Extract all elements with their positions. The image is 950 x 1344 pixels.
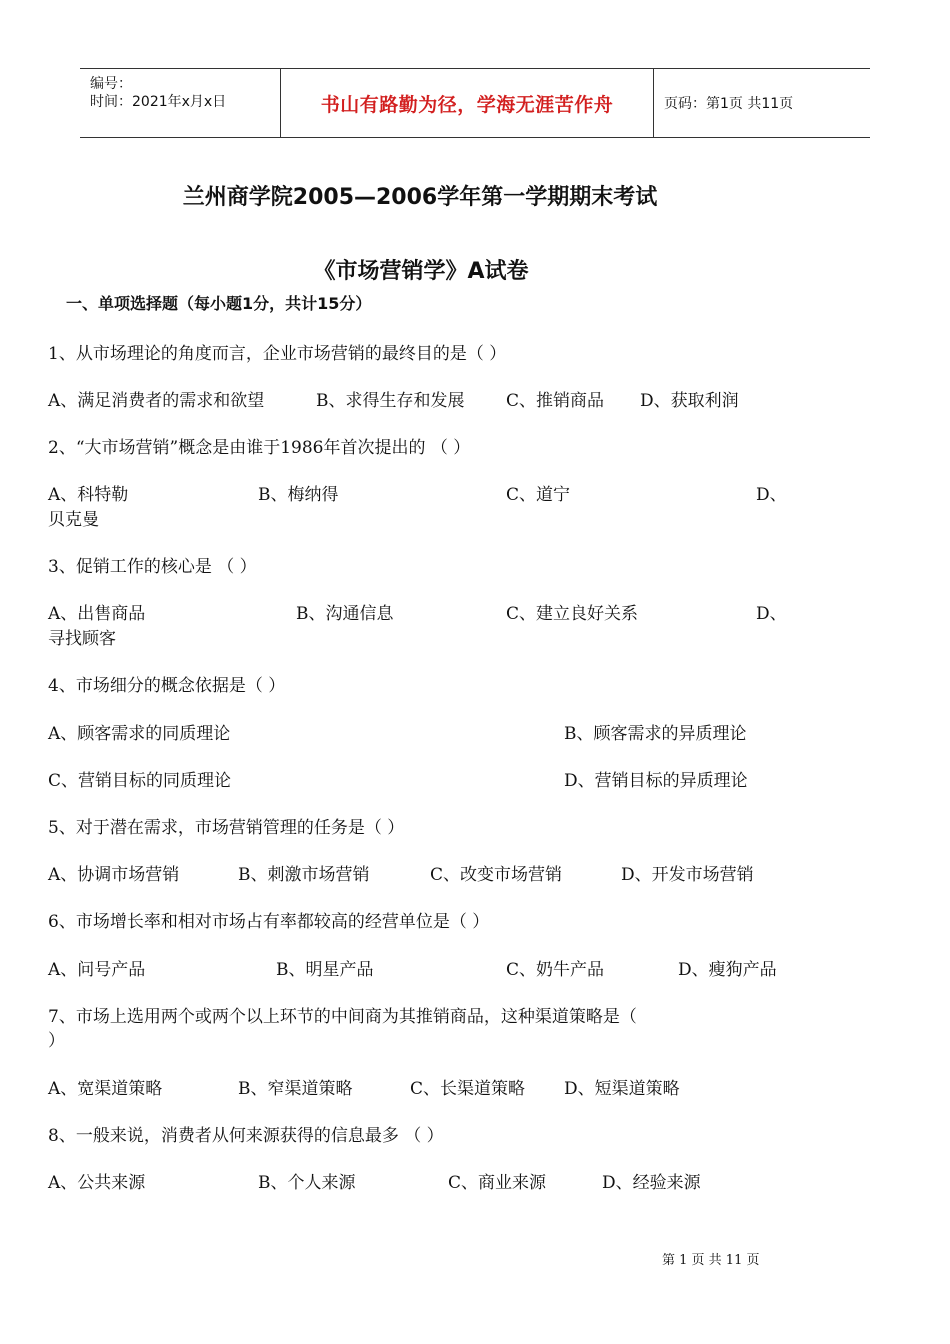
option-b: B、求得生存和发展 xyxy=(316,391,465,411)
option-b: B、梅纳得 xyxy=(258,485,339,505)
option-b: B、个人来源 xyxy=(258,1173,356,1193)
option-c: C、长渠道策略 xyxy=(410,1079,526,1099)
question-stem: 4、市场细分的概念依据是（ ） xyxy=(48,676,286,696)
option-c: C、营销目标的同质理论 xyxy=(48,771,232,791)
option-a: A、公共来源 xyxy=(48,1173,146,1193)
section-heading: 一、单项选择题（每小题1分，共计15分） xyxy=(66,294,372,313)
question-stem: 6、市场增长率和相对市场占有率都较高的经营单位是（ ） xyxy=(48,912,490,932)
exam-subtitle: 《市场营销学》A试卷 xyxy=(313,259,529,284)
option-c: C、推销商品 xyxy=(506,391,605,411)
option-c: C、改变市场营销 xyxy=(430,865,563,885)
question-stem-wrap: ） xyxy=(48,1031,65,1051)
option-d: D、 xyxy=(756,604,787,624)
option-a: A、满足消费者的需求和欲望 xyxy=(48,391,265,411)
header-motto-cell xyxy=(281,69,654,137)
page-footer: 第 1 页 共 11 页 xyxy=(662,1253,760,1268)
option-b: B、窄渠道策略 xyxy=(238,1079,353,1099)
option-d-wrap: 贝克曼 xyxy=(48,510,99,530)
page-header xyxy=(80,68,870,138)
option-a: A、科特勒 xyxy=(48,485,129,505)
option-a: A、出售商品 xyxy=(48,604,146,624)
exam-title: 兰州商学院2005—2006学年第一学期期末考试 xyxy=(182,185,658,210)
page-info: 页码：第1页 共11页 xyxy=(664,96,794,112)
number-label: 编号： xyxy=(90,76,132,92)
option-d: D、开发市场营销 xyxy=(621,865,754,885)
motto-text: 书山有路勤为径，学海无涯苦作舟 xyxy=(320,93,614,116)
header-meta-cell xyxy=(80,69,281,137)
option-c: C、奶牛产品 xyxy=(506,960,605,980)
option-c: C、商业来源 xyxy=(448,1173,547,1193)
option-a: A、宽渠道策略 xyxy=(48,1079,163,1099)
header-page-cell xyxy=(654,69,870,137)
option-a: A、协调市场营销 xyxy=(48,865,180,885)
option-b: B、沟通信息 xyxy=(296,604,394,624)
option-a: A、问号产品 xyxy=(48,960,146,980)
option-d: D、获取利润 xyxy=(640,391,739,411)
option-d: D、经验来源 xyxy=(602,1173,701,1193)
question-stem: 2、“大市场营销”概念是由谁于1986年首次提出的 （ ） xyxy=(48,438,471,458)
question-stem: 1、从市场理论的角度而言，企业市场营销的最终目的是（ ） xyxy=(48,344,507,364)
option-d: D、营销目标的异质理论 xyxy=(564,771,748,791)
question-stem: 5、对于潜在需求，市场营销管理的任务是（ ） xyxy=(48,818,405,838)
option-c: C、道宁 xyxy=(506,485,571,505)
option-d-wrap: 寻找顾客 xyxy=(48,629,116,649)
question-stem: 8、一般来说，消费者从何来源获得的信息最多 （ ） xyxy=(48,1126,444,1146)
option-d: D、瘦狗产品 xyxy=(678,960,777,980)
time-label: 时间：2021年x月x日 xyxy=(90,94,227,110)
option-b: B、顾客需求的异质理论 xyxy=(564,724,747,744)
option-b: B、刺激市场营销 xyxy=(238,865,370,885)
option-a: A、顾客需求的同质理论 xyxy=(48,724,231,744)
question-stem: 7、市场上选用两个或两个以上环节的中间商为其推销商品，这种渠道策略是（ xyxy=(48,1007,637,1027)
option-b: B、明星产品 xyxy=(276,960,374,980)
option-c: C、建立良好关系 xyxy=(506,604,639,624)
question-stem: 3、促销工作的核心是 （ ） xyxy=(48,557,257,577)
option-d: D、短渠道策略 xyxy=(564,1079,680,1099)
option-d: D、 xyxy=(756,485,787,505)
